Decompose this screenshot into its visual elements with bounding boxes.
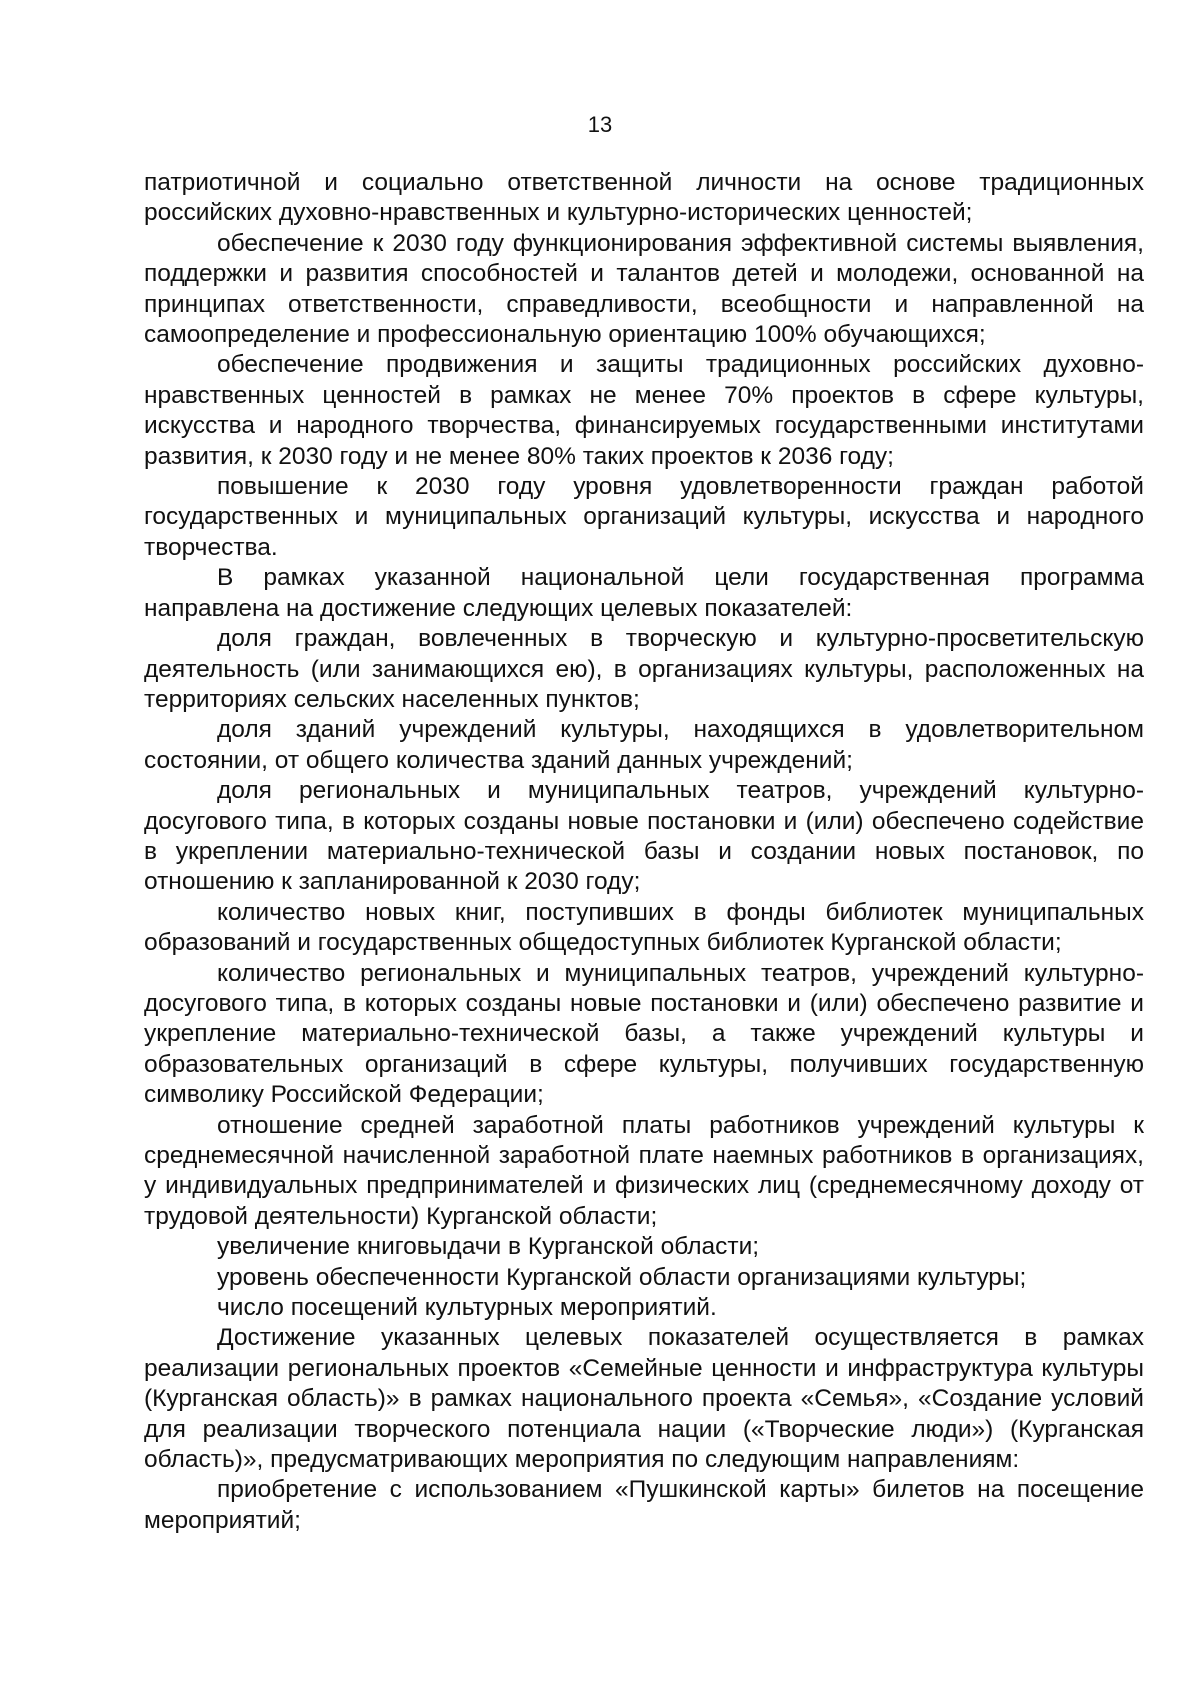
paragraph: Достижение указанных целевых показателей осуществляется в рамках реализации региональных проектов «Семейные ценности и инфраструктура культуры (Курганская область)» в рамках национального проекта «Семья», «Создание условий для реализации творческого потенциала нации («Творческие люди») (Курганская область)», предусматривающих мероприятия по следующим направлениям:	[144, 1324, 1144, 1474]
paragraph: приобретение с использованием «Пушкинской карты» билетов на посещение мероприятий;	[144, 1476, 1144, 1534]
paragraph: отношение средней заработной платы работников учреждений культуры к среднемесячной начисленной заработной плате наемных работников в организациях, у индивидуальных предпринимателей и физических лиц (среднемесячному доходу от трудовой деятельности) Курганской области;	[144, 1111, 1144, 1230]
paragraph: увеличение книговыдачи в Курганской области;	[217, 1233, 760, 1261]
paragraph: доля зданий учреждений культуры, находящихся в удовлетворительном состоянии, от общего количества зданий данных учреждений;	[144, 716, 1144, 774]
paragraph: повышение к 2030 году уровня удовлетворенности граждан работой государственных и муниципальных организаций культуры, искусства и народного творчества.	[144, 473, 1144, 561]
paragraph: обеспечение продвижения и защиты традиционных российских духовно-нравственных ценностей в рамках не менее 70% проектов в сфере культуры, искусства и народного творчества, финансируемых государственными институтами развития, к 2030 году и не менее 80% таких проектов к 2036 году;	[144, 351, 1144, 470]
paragraph: доля граждан, вовлеченных в творческую и культурно-просветительскую деятельность (или занимающихся ею), в организациях культуры, расположенных на территориях сельских населенных пунктов;	[144, 625, 1144, 713]
page-number: 13	[587, 112, 613, 137]
paragraph: число посещений культурных мероприятий.	[217, 1294, 717, 1322]
paragraph: В рамках указанной национальной цели государственная программа направлена на достижение следующих целевых показателей:	[144, 564, 1144, 622]
paragraph-continued: патриотичной и социально ответственной личности на основе традиционных российских духовно-нравственных и культурно-исторических ценностей;	[144, 169, 1144, 227]
paragraph: уровень обеспеченности Курганской области организациями культуры;	[217, 1263, 1027, 1291]
paragraph: количество региональных и муниципальных театров, учреждений культурно-досугового типа, в которых созданы новые постановки и (или) обеспечено развитие и укрепление материально-технической базы, а также учреждений культуры и образовательных организаций в сфере культуры, получивших государственную символику Российской Федерации;	[144, 959, 1144, 1109]
body-text	[144, 168, 1144, 1536]
paragraph: обеспечение к 2030 году функционирования эффективной системы выявления, поддержки и развития способностей и талантов детей и молодежи, основанной на принципах ответственности, справедливости, всеобщности и направленной на самоопределение и профессиональную ориентацию 100% обучающихся;	[144, 229, 1144, 349]
paragraph: доля региональных и муниципальных театров, учреждений культурно-досугового типа, в которых созданы новые постановки и (или) обеспечено содействие в укреплении материально-технической базы и создании новых постановок, по отношению к запланированной к 2030 году;	[144, 777, 1144, 896]
paragraph: количество новых книг, поступивших в фонды библиотек муниципальных образований и государственных общедоступных библиотек Курганской области;	[144, 898, 1144, 957]
